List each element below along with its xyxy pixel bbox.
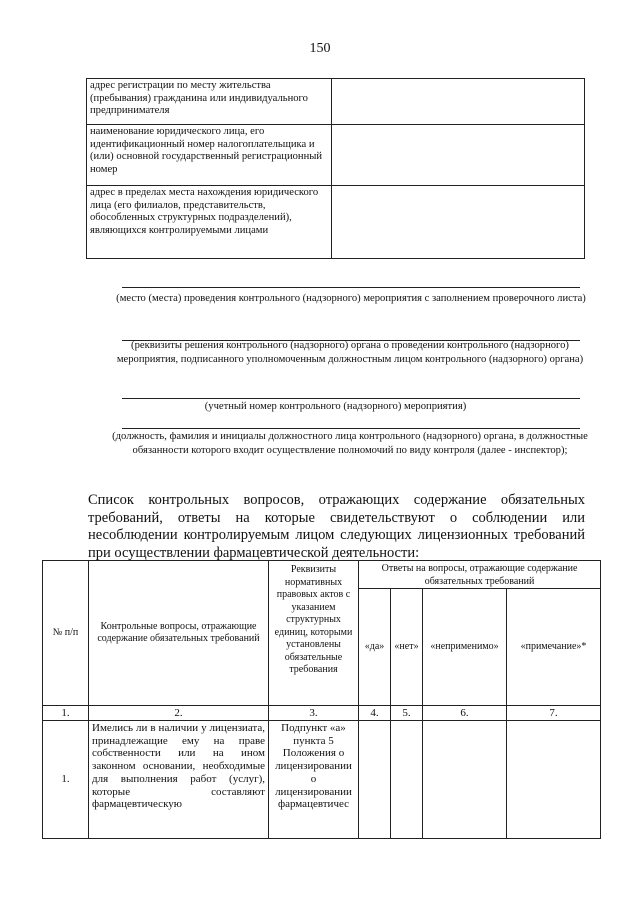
column-number: 2. — [89, 706, 269, 721]
row-number: 1. — [43, 721, 89, 839]
answer-na-cell[interactable] — [423, 721, 507, 839]
answer-no-cell[interactable] — [391, 721, 423, 839]
caption-account: (учетный номер контрольного (надзорного) мероприятия) — [204, 401, 467, 412]
checklist-title: Список контрольных вопросов, отражающих содержание обязательных требований, ответы на которые свидетельствуют о соблюдении или несоблюдении контролируемым лицом следующих лицензионных требований при осуществлении фармацевтической деятельности: — [88, 492, 585, 561]
header-questions: Контрольные вопросы, отражающие содержание обязательных требований — [89, 561, 269, 706]
table-row — [87, 79, 585, 125]
column-number: 5. — [391, 706, 423, 721]
header-num: № п/п — [43, 561, 89, 706]
page-number: 150 — [309, 41, 331, 56]
header-na: «неприменимо» — [423, 589, 507, 706]
row-label: адрес регистрации по месту жительства (пребывания) гражданина или индивидуального предпринимателя — [87, 79, 332, 125]
column-number: 1. — [43, 706, 89, 721]
row-requisite: Подпункт «а» пункта 5 Положения о лицензировании о лицензировании фармацевтичес — [269, 721, 359, 839]
table-row — [87, 186, 585, 259]
row-value — [332, 186, 585, 259]
header-requisites: Реквизиты нормативных правовых актов с указанием структурных единиц, которыми установлены обязательные требования — [269, 561, 359, 706]
row-value — [332, 125, 585, 186]
checklist-table — [42, 560, 601, 839]
table-header-row — [43, 561, 601, 589]
caption-place: (место (места) проведения контрольного (надзорного) мероприятия с заполнением проверочного листа) — [116, 293, 586, 304]
answer-yes-cell[interactable] — [359, 721, 391, 839]
row-label: адрес в пределах места нахождения юридического лица (его филиалов, представительств, обособленных структурных подразделений), являющихся контролируемыми лицами — [87, 186, 332, 259]
column-number: 4. — [359, 706, 391, 721]
row-question: Имелись ли в наличии у лицензиата, принадлежащие ему на праве собственности или на ином законном основании, необходимые для выполнения работ (услуг), которые составляют фармацевтическую — [89, 721, 269, 839]
row-value — [332, 79, 585, 125]
fill-line-account — [122, 398, 580, 399]
column-number: 7. — [507, 706, 601, 721]
header-yes: «да» — [359, 589, 391, 706]
fill-line-place — [122, 287, 580, 288]
column-number: 6. — [423, 706, 507, 721]
table-row — [87, 125, 585, 186]
row-label: наименование юридического лица, его идентификационный номер налогоплательщика и (или) основной государственный регистрационный номер — [87, 125, 332, 186]
answer-note-cell[interactable] — [507, 721, 601, 839]
caption-inspector: (должность, фамилия и инициалы должностного лица контрольного (надзорного) органа, в должностные обязанности которого входит осуществление полномочий по виду контроля (далее - инспектор); — [112, 431, 588, 456]
column-number: 3. — [269, 706, 359, 721]
table-row — [43, 721, 601, 839]
header-no: «нет» — [391, 589, 423, 706]
fill-line-inspector — [122, 428, 580, 429]
column-numbers-row — [43, 706, 601, 721]
caption-decision: (реквизиты решения контрольного (надзорного) органа о проведении контрольного (надзорного) мероприятия, подписанного уполномоченным должностным лицом контрольного (надзорного) органа) — [116, 340, 584, 365]
header-answers-group: Ответы на вопросы, отражающие содержание обязательных требований — [359, 561, 601, 589]
contractor-info-table — [86, 78, 585, 259]
header-note: «примечание»* — [507, 589, 601, 706]
